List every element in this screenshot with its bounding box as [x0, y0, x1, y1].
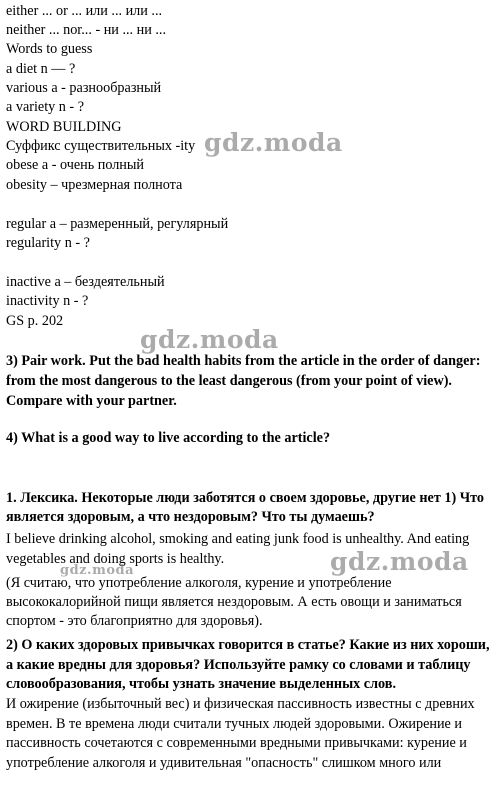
watermark-logo: gdz.moda: [140, 325, 279, 354]
vocab-line: Суффикс существительных -ity: [6, 138, 196, 154]
task-3: 3) Pair work. Put the bad health habits from the article in the order of danger: from the most dangerous to the least dangerous (from your point of view). Compare with your partner.: [6, 353, 481, 409]
answer-2-text: И ожирение (избыточный вес) и физическая пассивность известны с древних времен. В те времена люди считали тучных людей здоровыми. Ожирение и пассивность сочетаются с современными вредными привычками: курение и употребление алкоголя и удивительная "опасность" слишком много или: [6, 696, 475, 771]
watermark-logo: gdz.moda: [60, 563, 135, 578]
section-heading: WORD BUILDING: [6, 119, 122, 135]
vocab-line: a diet n — ?: [6, 61, 76, 77]
watermark-logo: gdz.moda: [330, 547, 469, 576]
answer-1-question: 1. Лексика. Некоторые люди заботятся о своем здоровье, другие нет 1) Что является здоровым, а что нездоровым? Что ты думаешь?: [6, 490, 485, 525]
vocab-line: inactive a – бездеятельный: [6, 274, 165, 290]
answer-1-russian: (Я считаю, что употребление алкоголя, курение и употребление высококалорийной пищи является нездоровым. А есть овощи и заниматься спортом - это благоприятно для здоровья).: [6, 575, 462, 629]
vocab-line: Words to guess: [6, 41, 93, 57]
task-4: 4) What is a good way to live according to the article?: [6, 430, 331, 446]
vocab-line: neither ... nor... - ни ... ни ...: [6, 22, 167, 38]
vocab-line: regularity n - ?: [6, 235, 90, 251]
vocab-line: various a - разнообразный: [6, 80, 162, 96]
vocab-line: regular a – размеренный, регулярный: [6, 216, 229, 232]
watermark-logo: gdz.moda: [204, 128, 343, 157]
vocab-line: a variety n - ?: [6, 99, 84, 115]
page-reference: GS p. 202: [6, 313, 64, 329]
answer-2-question: 2) О каких здоровых привычках говорится в статье? Какие из них хороши, а какие вредны для здоровья? Используйте рамку со словами и таблицу словообразования, чтобы узнать значение выделенных слов.: [6, 637, 490, 692]
vocab-line: inactivity n - ?: [6, 293, 89, 309]
vocab-line: either ... or ... или ... или ...: [6, 3, 163, 19]
vocab-line: obesity – чрезмерная полнота: [6, 177, 183, 193]
vocab-line: obese a - очень полный: [6, 157, 145, 173]
answer-1-english: I believe drinking alcohol, smoking and eating junk food is unhealthy. And eating vegetables and doing sports is healthy.: [6, 531, 470, 567]
